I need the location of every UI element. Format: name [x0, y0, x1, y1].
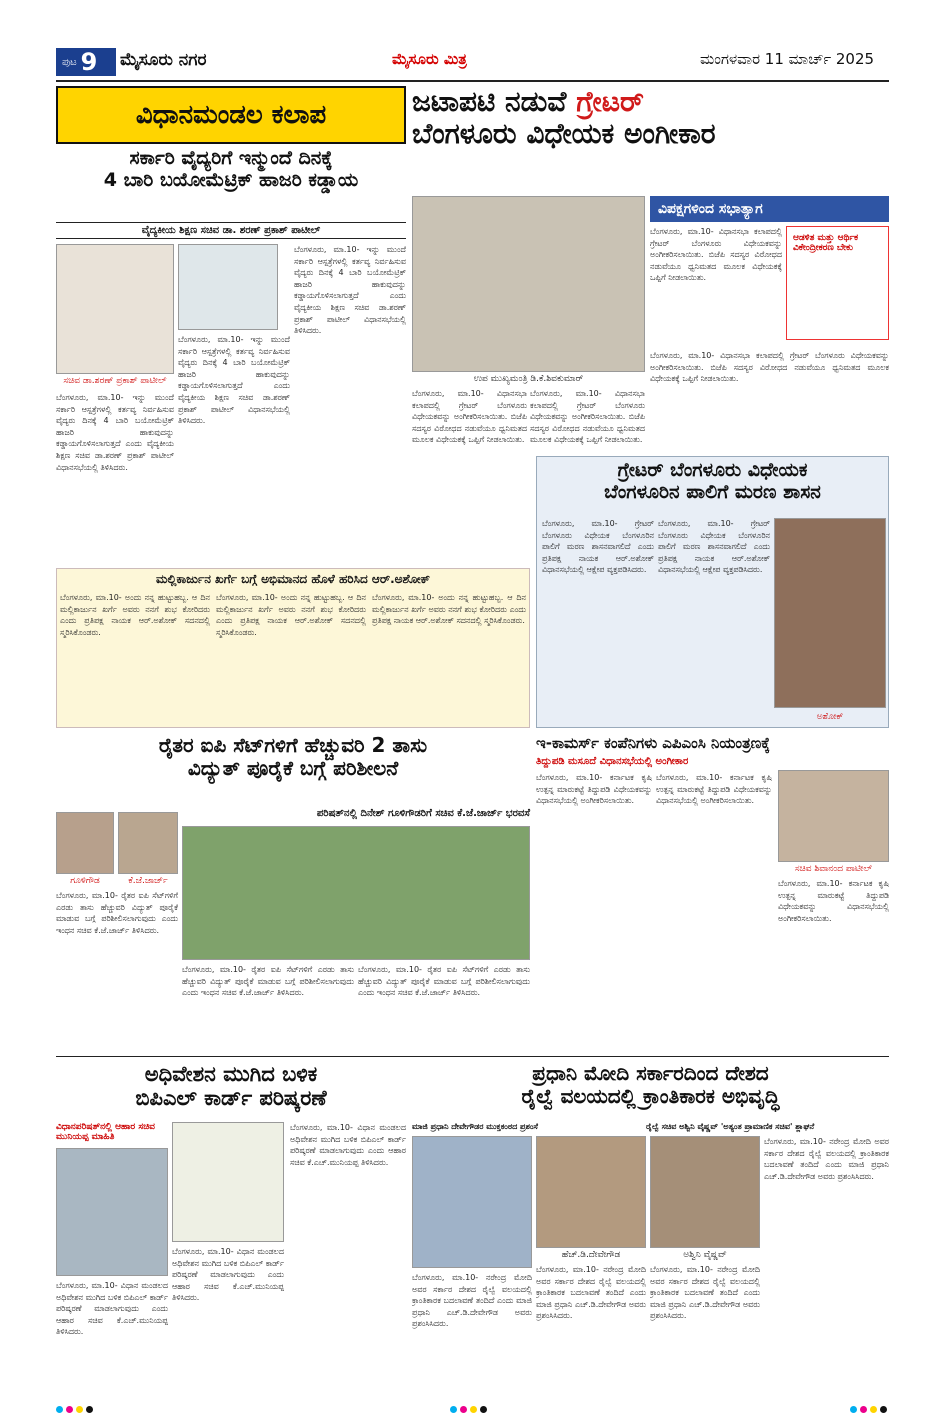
story5-body: ಬೆಂಗಳೂರು, ಮಾ.10- ರೈತರ ಐಪಿ ಸೆಟ್‌ಗಳಿಗೆ ಎರಡು ತಾಸು ಹೆಚ್ಚುವರಿ ವಿದ್ಯುತ್ ಪೂರೈಕೆ ಮಾಡುವ ಬಗ್ಗೆ ಪರಿಶೀಲಿಸಲಾಗುವುದು ಎಂದು ಇಂಧನ ಸಚಿವ ಕೆ.ಜೆ.ಜಾರ್ಜ್ ತಿಳಿಸಿದರು. [56, 891, 178, 935]
story5-body-col3: ಬೆಂಗಳೂರು, ಮಾ.10- ರೈತರ ಐಪಿ ಸೆಟ್‌ಗಳಿಗೆ ಎರಡು ತಾಸು ಹೆಚ್ಚುವರಿ ವಿದ್ಯುತ್ ಪೂರೈಕೆ ಮಾಡುವ ಬಗ್ಗೆ ಪರಿಶೀಲಿಸಲಾಗುವುದು ಎಂದು ಇಂಧನ ಸಚಿವ ಕೆ.ಜೆ.ಜಾರ್ಜ್ ತಿಳಿಸಿದರು. [358, 965, 530, 998]
story7-photo [56, 1148, 168, 1276]
story7-subhead: ವಿಧಾನಪರಿಷತ್‌ನಲ್ಲಿ ಆಹಾರ ಸಚಿವ ಮುನಿಯಪ್ಪ ಮಾಹಿತಿ [56, 1122, 155, 1142]
registration-dots-right [850, 1406, 887, 1413]
story3-headline-line2: ಬೆಂಗಳೂರಿನ ಪಾಲಿಗೆ ಮರಣ ಶಾಸನ [604, 480, 821, 503]
story3-photo [774, 518, 886, 708]
story5-photo-a [56, 812, 114, 874]
story2-headline-red: ಗ್ರೇಟರ್ [576, 85, 644, 118]
story5-subhead: ಪರಿಷತ್‌ನಲ್ಲಿ ದಿನೇಶ್ ಗೂಳಿಗೌಡರಿಗೆ ಸಚಿವ ಕೆ.ಜೆ.ಜಾರ್ಜ್ ಭರವಸೆ [316, 808, 530, 819]
registration-dots-left [56, 1406, 93, 1413]
story5-photo-b [118, 812, 178, 874]
story1-subhead: ವೈದ್ಯಕೀಯ ಶಿಕ್ಷಣ ಸಚಿವ ಡಾ. ಶರಣ್ ಪ್ರಕಾಶ್ ಪಾಟೀಲ್ [56, 222, 406, 239]
story7-card-photo [172, 1122, 284, 1242]
issue-date: ಮಂಗಳವಾರ 11 ಮಾರ್ಚ್ 2025 [700, 50, 875, 68]
story8-headline-line1: ಪ್ರಧಾನಿ ಮೋದಿ ಸರ್ಕಾರದಿಂದ ದೇಶದ [532, 1061, 769, 1085]
story8-body-col2: ಬೆಂಗಳೂರು, ಮಾ.10- ನರೇಂದ್ರ ಮೋದಿ ಅವರ ಸರ್ಕಾರ ದೇಶದ ರೈಲ್ವೆ ವಲಯದಲ್ಲಿ ಕ್ರಾಂತಿಕಾರಕ ಬದಲಾವಣೆ ತಂದಿದೆ ಎಂದು ಮಾಜಿ ಪ್ರಧಾನಿ ಎಚ್.ಡಿ.ದೇವೇಗೌಡ ಅವರು ಪ್ರಶಂಸಿಸಿದರು. [536, 1265, 646, 1321]
story1-body-col3: ಬೆಂಗಳೂರು, ಮಾ.10- ಇನ್ನು ಮುಂದೆ ಸರ್ಕಾರಿ ಆಸ್ಪತ್ರೆಗಳಲ್ಲಿ ಕರ್ತವ್ಯ ನಿರ್ವಹಿಸುವ ವೈದ್ಯರು ದಿನಕ್ಕೆ 4 ಬಾರಿ ಬಯೋಮೆಟ್ರಿಕ್ ಹಾಜರಿ ಹಾಕುವುದನ್ನು ಕಡ್ಡಾಯಗೊಳಿಸಲಾಗುತ್ತದೆ ಎಂದು ವೈದ್ಯಕೀಯ ಶಿಕ್ಷಣ ಸಚಿವ ಡಾ.ಶರಣ್ ಪ್ರಕಾಶ್ ಪಾಟೀಲ್ ವಿಧಾನಸಭೆಯಲ್ಲಿ ತಿಳಿಸಿದರು. [294, 245, 406, 336]
story6-caption: ಸಚಿವ ಶಿವಾನಂದ ಪಾಟೀಲ್ [794, 864, 873, 874]
story5-headline-line2: ವಿದ್ಯುತ್ ಪೂರೈಕೆ ಬಗ್ಗೆ ಪರಿಶೀಲನೆ [187, 756, 399, 780]
magenta-dot [66, 1406, 73, 1413]
story2-body-col4: ಬೆಂಗಳೂರು, ಮಾ.10- ವಿಧಾನಸಭಾ ಕಲಾಪದಲ್ಲಿ ಗ್ರೇಟರ್ ಬೆಂಗಳೂರು ವಿಧೇಯಕವನ್ನು ಅಂಗೀಕರಿಸಲಾಯಿತು. ಬಿಜೆಪಿ ಸದಸ್ಯರ ವಿರೋಧದ ನಡುವೆಯೂ ಧ್ವನಿಮತದ ಮೂಲಕ ವಿಧೇಯಕಕ್ಕೆ ಒಪ್ಪಿಗೆ ನೀಡಲಾಯಿತು. [650, 351, 889, 384]
story7-headline-line2: ಬಿಪಿಎಲ್ ಕಾರ್ಡ್ ಪರಿಷ್ಕರಣೆ [135, 1086, 327, 1111]
story7-body-col3: ಬೆಂಗಳೂರು, ಮಾ.10- ವಿಧಾನ ಮಂಡಲದ ಅಧಿವೇಶನ ಮುಗಿದ ಬಳಿಕ ಬಿಪಿಎಲ್ ಕಾರ್ಡ್ ಪರಿಷ್ಕರಣೆ ಮಾಡಲಾಗುವುದು ಎಂದು ಆಹಾರ ಸಚಿವ ಕೆ.ಎಚ್.ಮುನಿಯಪ್ಪ ತಿಳಿಸಿದರು. [290, 1123, 406, 1167]
section-rule [56, 1056, 889, 1057]
story7-body-col2: ಬೆಂಗಳೂರು, ಮಾ.10- ವಿಧಾನ ಮಂಡಲದ ಅಧಿವೇಶನ ಮುಗಿದ ಬಳಿಕ ಬಿಪಿಎಲ್ ಕಾರ್ಡ್ ಪರಿಷ್ಕರಣೆ ಮಾಡಲಾಗುವುದು ಎಂದು ಆಹಾರ ಸಚಿವ ಕೆ.ಎಚ್.ಮುನಿಯಪ್ಪ ತಿಳಿಸಿದರು. [172, 1247, 284, 1303]
story8-caption-b: ಅಶ್ವಿನಿ ವೈಷ್ಣವ್ [683, 1250, 727, 1260]
page-number-badge [56, 48, 116, 76]
story2-quote: ಆಡಳಿತ ಮತ್ತು ಆರ್ಥಿಕ ವಿಕೇಂದ್ರೀಕರಣ ಬೇಕು [786, 226, 889, 340]
story2-photo [412, 196, 645, 372]
story3-caption: ಅಶೋಕ್ [816, 712, 844, 722]
story3-body-col2: ಬೆಂಗಳೂರು, ಮಾ.10- ಗ್ರೇಟರ್ ಬೆಂಗಳೂರು ವಿಧೇಯಕ ಬೆಂಗಳೂರಿನ ಪಾಲಿಗೆ ಮರಣ ಶಾಸನವಾಗಲಿದೆ ಎಂದು ಪ್ರತಿಪಕ್ಷ ನಾಯಕ ಆರ್.ಅಶೋಕ್ ವಿಧಾನಸಭೆಯಲ್ಲಿ ಆಕ್ಷೇಪ ವ್ಯಕ್ತಪಡಿಸಿದರು. [658, 519, 770, 575]
story8-headline-line2: ರೈಲ್ವೆ ವಲಯದಲ್ಲಿ ಕ್ರಾಂತಿಕಾರಕ ಅಭಿವೃದ್ಧಿ [521, 1084, 780, 1108]
cyan-dot [850, 1406, 857, 1413]
story8-subhead-a: ಮಾಜಿ ಪ್ರಧಾನಿ ದೇವೇಗೌಡರ ಮುಕ್ತಕಂಠದ ಪ್ರಶಂಸೆ [412, 1122, 539, 1131]
story8-body-col3: ಬೆಂಗಳೂರು, ಮಾ.10- ನರೇಂದ್ರ ಮೋದಿ ಅವರ ಸರ್ಕಾರ ದೇಶದ ರೈಲ್ವೆ ವಲಯದಲ್ಲಿ ಕ್ರಾಂತಿಕಾರಕ ಬದಲಾವಣೆ ತಂದಿದೆ ಎಂದು ಮಾಜಿ ಪ್ರಧಾನಿ ಎಚ್.ಡಿ.ದೇವೇಗೌಡ ಅವರು ಪ್ರಶಂಸಿಸಿದರು. [650, 1265, 760, 1321]
story3-body: ಬೆಂಗಳೂರು, ಮಾ.10- ಗ್ರೇಟರ್ ಬೆಂಗಳೂರು ವಿಧೇಯಕ ಬೆಂಗಳೂರಿನ ಪಾಲಿಗೆ ಮರಣ ಶಾಸನವಾಗಲಿದೆ ಎಂದು ಪ್ರತಿಪಕ್ಷ ನಾಯಕ ಆರ್.ಅಶೋಕ್ ವಿಧಾನಸಭೆಯಲ್ಲಿ ಆಕ್ಷೇಪ ವ್ಯಕ್ತಪಡಿಸಿದರು. [542, 519, 654, 575]
story6-body: ಬೆಂಗಳೂರು, ಮಾ.10- ಕರ್ನಾಟಕ ಕೃಷಿ ಉತ್ಪನ್ನ ಮಾರುಕಟ್ಟೆ ತಿದ್ದುಪಡಿ ವಿಧೇಯಕವನ್ನು ವಿಧಾನಸಭೆಯಲ್ಲಿ ಅಂಗೀಕರಿಸಲಾಯಿತು. [536, 773, 652, 806]
yellow-dot [76, 1406, 83, 1413]
story1-headline-line2: 4 ಬಾರಿ ಬಯೋಮೆಟ್ರಿಕ್ ಹಾಜರಿ ಕಡ್ಡಾಯ [103, 168, 359, 191]
story1-headline-line1: ಸರ್ಕಾರಿ ವೈದ್ಯರಿಗೆ ಇನ್ಮುಂದೆ ದಿನಕ್ಕೆ [129, 147, 333, 169]
story5-caption-a: ಗೂಳಿಗೌಡ [70, 876, 100, 886]
story6-photo [778, 770, 889, 862]
story6-subhead: ತಿದ್ದುಪಡಿ ಮಸೂದೆ ವಿಧಾನಸಭೆಯಲ್ಲಿ ಅಂಗೀಕಾರ [536, 756, 689, 767]
story2-body-col2: ಬೆಂಗಳೂರು, ಮಾ.10- ವಿಧಾನಸಭಾ ಕಲಾಪದಲ್ಲಿ ಗ್ರೇಟರ್ ಬೆಂಗಳೂರು ವಿಧೇಯಕವನ್ನು ಅಂಗೀಕರಿಸಲಾಯಿತು. ಬಿಜೆಪಿ ಸದಸ್ಯರ ವಿರೋಧದ ನಡುವೆಯೂ ಧ್ವನಿಮತದ ಮೂಲಕ ವಿಧೇಯಕಕ್ಕೆ ಒಪ್ಪಿಗೆ ನೀಡಲಾಯಿತು. [530, 389, 645, 445]
story2-tag: ವಿಪಕ್ಷಗಳಿಂದ ಸಭಾತ್ಯಾಗ [650, 196, 889, 222]
story2-headline [412, 86, 889, 150]
story6-headline: ಇ-ಕಾಮರ್ಸ್ ಕಂಪೆನಿಗಳು ಎಪಿಎಂಸಿ ನಿಯಂತ್ರಣಕ್ಕೆ [536, 734, 771, 752]
story6-body-col2: ಬೆಂಗಳೂರು, ಮಾ.10- ಕರ್ನಾಟಕ ಕೃಷಿ ಉತ್ಪನ್ನ ಮಾರುಕಟ್ಟೆ ತಿದ್ದುಪಡಿ ವಿಧೇಯಕವನ್ನು ವಿಧಾನಸಭೆಯಲ್ಲಿ ಅಂಗೀಕರಿಸಲಾಯಿತು. [656, 773, 772, 806]
story5-body-col2: ಬೆಂಗಳೂರು, ಮಾ.10- ರೈತರ ಐಪಿ ಸೆಟ್‌ಗಳಿಗೆ ಎರಡು ತಾಸು ಹೆಚ್ಚುವರಿ ವಿದ್ಯುತ್ ಪೂರೈಕೆ ಮಾಡುವ ಬಗ್ಗೆ ಪರಿಶೀಲಿಸಲಾಗುವುದು ಎಂದು ಇಂಧನ ಸಚಿವ ಕೆ.ಜೆ.ಜಾರ್ಜ್ ತಿಳಿಸಿದರು. [182, 965, 354, 998]
cyan-dot [450, 1406, 457, 1413]
registration-dots-center [450, 1406, 487, 1413]
story4-body-col2: ಬೆಂಗಳೂರು, ಮಾ.10- ಅಂದು ನನ್ನ ಹುಟ್ಟುಹಬ್ಬ. ಆ ದಿನ ಮಲ್ಲಿಕಾರ್ಜುನ ಖರ್ಗೆ ಅವರು ನನಗೆ ಶುಭ ಕೋರಿದರು ಎಂದು ಪ್ರತಿಪಕ್ಷ ನಾಯಕ ಆರ್.ಅಶೋಕ್ ಸದನದಲ್ಲಿ ಸ್ಮರಿಸಿಕೊಂಡರು. [216, 593, 366, 637]
story4-body-col3: ಬೆಂಗಳೂರು, ಮಾ.10- ಅಂದು ನನ್ನ ಹುಟ್ಟುಹಬ್ಬ. ಆ ದಿನ ಮಲ್ಲಿಕಾರ್ಜುನ ಖರ್ಗೆ ಅವರು ನನಗೆ ಶುಭ ಕೋರಿದರು ಎಂದು ಪ್ರತಿಪಕ್ಷ ನಾಯಕ ಆರ್.ಅಶೋಕ್ ಸದನದಲ್ಲಿ ಸ್ಮರಿಸಿಕೊಂಡರು. [372, 593, 526, 626]
story5-caption-b: ಕೆ.ಜೆ.ಜಾರ್ಜ್ [128, 876, 168, 886]
story8-photo-b [650, 1136, 760, 1248]
story3-headline-line1: ಗ್ರೇಟರ್ ಬೆಂಗಳೂರು ವಿಧೇಯಕ [617, 459, 808, 481]
section-title: ಮೈಸೂರು ನಗರ [120, 50, 207, 70]
section-banner: ವಿಧಾನಮಂಡಲ ಕಲಾಪ [56, 86, 406, 144]
story4-body: ಬೆಂಗಳೂರು, ಮಾ.10- ಅಂದು ನನ್ನ ಹುಟ್ಟುಹಬ್ಬ. ಆ ದಿನ ಮಲ್ಲಿಕಾರ್ಜುನ ಖರ್ಗೆ ಅವರು ನನಗೆ ಶುಭ ಕೋರಿದರು ಎಂದು ಪ್ರತಿಪಕ್ಷ ನಾಯಕ ಆರ್.ಅಶೋಕ್ ಸದನದಲ್ಲಿ ಸ್ಮರಿಸಿಕೊಂಡರು. [60, 593, 210, 637]
magenta-dot [460, 1406, 467, 1413]
header-rule [56, 80, 889, 82]
story2-headline-line1: ಜಟಾಪಟಿ ನಡುವೆ [412, 85, 567, 118]
story8-caption-a: ಹೆಚ್.ಡಿ.ದೇವೇಗೌಡ [561, 1250, 621, 1260]
story1-body: ಬೆಂಗಳೂರು, ಮಾ.10- ಇನ್ನು ಮುಂದೆ ಸರ್ಕಾರಿ ಆಸ್ಪತ್ರೆಗಳಲ್ಲಿ ಕರ್ತವ್ಯ ನಿರ್ವಹಿಸುವ ವೈದ್ಯರು ದಿನಕ್ಕೆ 4 ಬಾರಿ ಬಯೋಮೆಟ್ರಿಕ್ ಹಾಜರಿ ಹಾಕುವುದನ್ನು ಕಡ್ಡಾಯಗೊಳಿಸಲಾಗುತ್ತದೆ ಎಂದು ವೈದ್ಯಕೀಯ ಶಿಕ್ಷಣ ಸಚಿವ ಡಾ.ಶರಣ್ ಪ್ರಕಾಶ್ ಪಾಟೀಲ್ ವಿಧಾನಸಭೆಯಲ್ಲಿ ತಿಳಿಸಿದರು. [56, 393, 174, 472]
yellow-dot [470, 1406, 477, 1413]
black-dot [480, 1406, 487, 1413]
story2-body-col3: ಬೆಂಗಳೂರು, ಮಾ.10- ವಿಧಾನಸಭಾ ಕಲಾಪದಲ್ಲಿ ಗ್ರೇಟರ್ ಬೆಂಗಳೂರು ವಿಧೇಯಕವನ್ನು ಅಂಗೀಕರಿಸಲಾಯಿತು. ಬಿಜೆಪಿ ಸದಸ್ಯರ ವಿರೋಧದ ನಡುವೆಯೂ ಧ್ವನಿಮತದ ಮೂಲಕ ವಿಧೇಯಕಕ್ಕೆ ಒಪ್ಪಿಗೆ ನೀಡಲಾಯಿತು. [650, 227, 782, 283]
page-label: ಪುಟ [62, 56, 77, 68]
yellow-dot [870, 1406, 877, 1413]
story1-caption: ಸಚಿವ ಡಾ.ಶರಣ್ ಪ್ರಕಾಶ್ ಪಾಟೀಲ್ [63, 376, 167, 386]
story8-body-col4: ಬೆಂಗಳೂರು, ಮಾ.10- ನರೇಂದ್ರ ಮೋದಿ ಅವರ ಸರ್ಕಾರ ದೇಶದ ರೈಲ್ವೆ ವಲಯದಲ್ಲಿ ಕ್ರಾಂತಿಕಾರಕ ಬದಲಾವಣೆ ತಂದಿದೆ ಎಂದು ಮಾಜಿ ಪ್ರಧಾನಿ ಎಚ್.ಡಿ.ದೇವೇಗೌಡ ಅವರು ಪ್ರಶಂಸಿಸಿದರು. [764, 1137, 889, 1181]
story8-subhead-b: ರೈಲ್ವೆ ಸಚಿವ ಅಶ್ವಿನಿ ವೈಷ್ಣವ್ 'ಅತ್ಯಂತ ಪ್ರಾಮಾಣಿಕ ಸಚಿವ' ಶ್ಲಾಘನೆ [646, 1122, 815, 1131]
cyan-dot [56, 1406, 63, 1413]
story2-body: ಬೆಂಗಳೂರು, ಮಾ.10- ವಿಧಾನಸಭಾ ಕಲಾಪದಲ್ಲಿ ಗ್ರೇಟರ್ ಬೆಂಗಳೂರು ವಿಧೇಯಕವನ್ನು ಅಂಗೀಕರಿಸಲಾಯಿತು. ಬಿಜೆಪಿ ಸದಸ್ಯರ ವಿರೋಧದ ನಡುವೆಯೂ ಧ್ವನಿಮತದ ಮೂಲಕ ವಿಧೇಯಕಕ್ಕೆ ಒಪ್ಪಿಗೆ ನೀಡಲಾಯಿತು. [412, 389, 527, 445]
black-dot [86, 1406, 93, 1413]
black-dot [880, 1406, 887, 1413]
story8-photo-a [536, 1136, 646, 1248]
story5-headline-line1: ರೈತರ ಐಪಿ ಸೆಟ್‌ಗಳಿಗೆ ಹೆಚ್ಚುವರಿ 2 ತಾಸು [158, 733, 428, 757]
newspaper-logo: ಮೈಸೂರು ಮಿತ್ರ [392, 50, 467, 68]
story8-headline [412, 1062, 889, 1108]
story5-photo-field [182, 826, 530, 960]
magenta-dot [860, 1406, 867, 1413]
story1-photo-hand [178, 244, 278, 330]
story2-caption: ಉಪ ಮುಖ್ಯಮಂತ್ರಿ ಡಿ.ಕೆ.ಶಿವಕುಮಾರ್ [473, 374, 584, 384]
story7-body: ಬೆಂಗಳೂರು, ಮಾ.10- ವಿಧಾನ ಮಂಡಲದ ಅಧಿವೇಶನ ಮುಗಿದ ಬಳಿಕ ಬಿಪಿಎಲ್ ಕಾರ್ಡ್ ಪರಿಷ್ಕರಣೆ ಮಾಡಲಾಗುವುದು ಎಂದು ಆಹಾರ ಸಚಿವ ಕೆ.ಎಚ್.ಮುನಿಯಪ್ಪ ತಿಳಿಸಿದರು. [56, 1281, 168, 1337]
page-number: 9 [80, 48, 98, 76]
story7-headline [56, 1062, 406, 1110]
story8-body: ಬೆಂಗಳೂರು, ಮಾ.10- ನರೇಂದ್ರ ಮೋದಿ ಅವರ ಸರ್ಕಾರ ದೇಶದ ರೈಲ್ವೆ ವಲಯದಲ್ಲಿ ಕ್ರಾಂತಿಕಾರಕ ಬದಲಾವಣೆ ತಂದಿದೆ ಎಂದು ಮಾಜಿ ಪ್ರಧಾನಿ ಎಚ್.ಡಿ.ದೇವೇಗೌಡ ಅವರು ಪ್ರಶಂಸಿಸಿದರು. [412, 1273, 532, 1329]
story8-photo-train [412, 1136, 532, 1268]
story4-headline: ಮಲ್ಲಿಕಾರ್ಜುನ ಖರ್ಗೆ ಬಗ್ಗೆ ಅಭಿಮಾನದ ಹೊಳೆ ಹರಿಸಿದ ಆರ್.ಅಶೋಕ್ [155, 572, 430, 586]
story5-headline [56, 734, 530, 780]
story6-body-col3: ಬೆಂಗಳೂರು, ಮಾ.10- ಕರ್ನಾಟಕ ಕೃಷಿ ಉತ್ಪನ್ನ ಮಾರುಕಟ್ಟೆ ತಿದ್ದುಪಡಿ ವಿಧೇಯಕವನ್ನು ವಿಧಾನಸಭೆಯಲ್ಲಿ ಅಂಗೀಕರಿಸಲಾಯಿತು. [778, 879, 889, 923]
story1-body-col2: ಬೆಂಗಳೂರು, ಮಾ.10- ಇನ್ನು ಮುಂದೆ ಸರ್ಕಾರಿ ಆಸ್ಪತ್ರೆಗಳಲ್ಲಿ ಕರ್ತವ್ಯ ನಿರ್ವಹಿಸುವ ವೈದ್ಯರು ದಿನಕ್ಕೆ 4 ಬಾರಿ ಬಯೋಮೆಟ್ರಿಕ್ ಹಾಜರಿ ಹಾಕುವುದನ್ನು ಕಡ್ಡಾಯಗೊಳಿಸಲಾಗುತ್ತದೆ ಎಂದು ವೈದ್ಯಕೀಯ ಶಿಕ್ಷಣ ಸಚಿವ ಡಾ.ಶರಣ್ ಪ್ರಕಾಶ್ ಪಾಟೀಲ್ ವಿಧಾನಸಭೆಯಲ್ಲಿ ತಿಳಿಸಿದರು. [178, 335, 290, 426]
story1-headline [56, 148, 406, 192]
story1-photo [56, 244, 174, 374]
story3-headline [540, 460, 885, 504]
story7-headline-line1: ಅಧಿವೇಶನ ಮುಗಿದ ಬಳಿಕ [144, 1062, 318, 1086]
story2-headline-line2: ಬೆಂಗಳೂರು ವಿಧೇಯಕ ಅಂಗೀಕಾರ [412, 117, 716, 151]
